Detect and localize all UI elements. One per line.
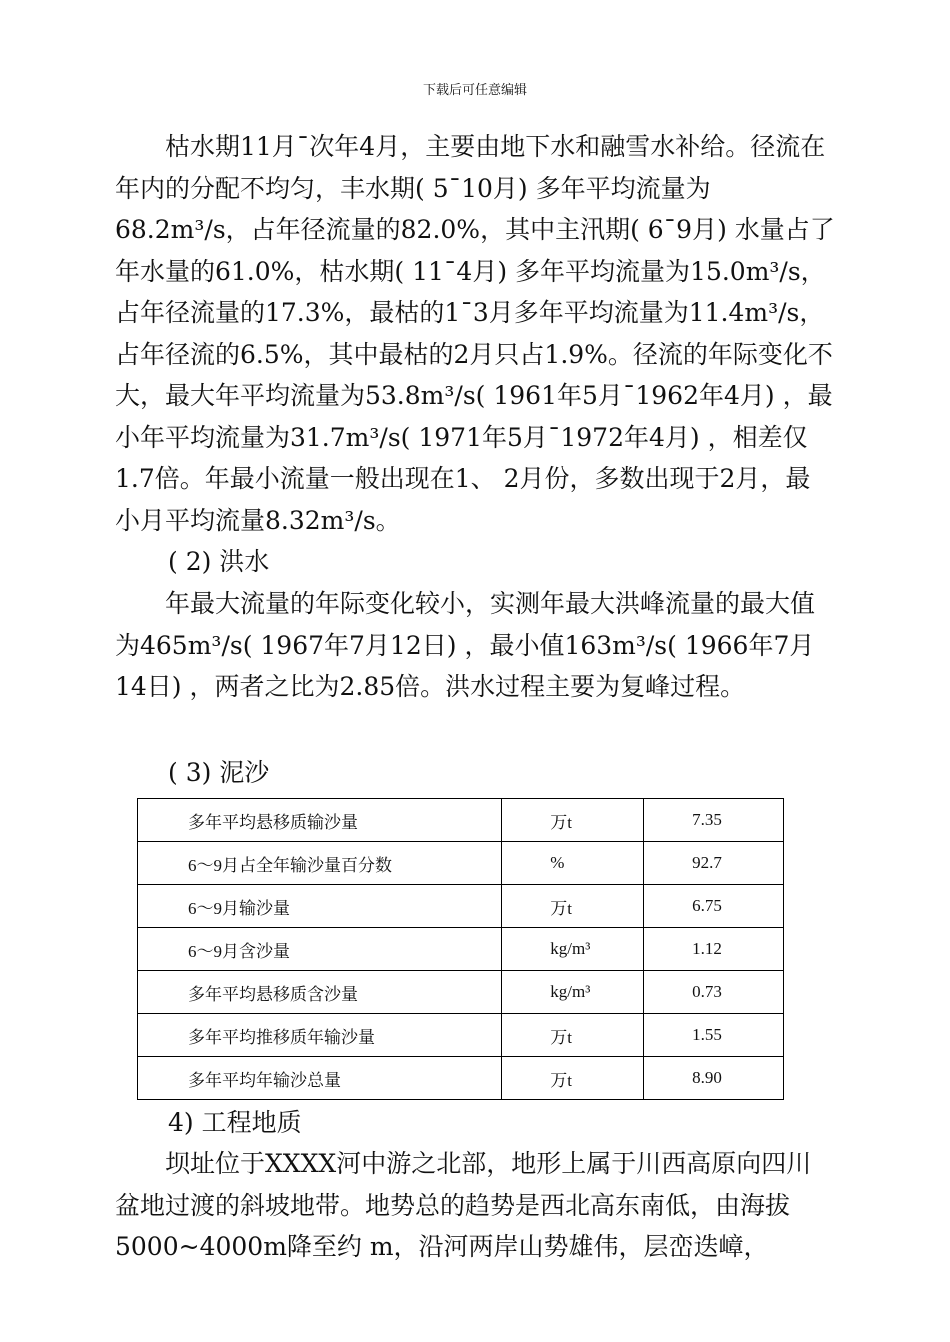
table-row: [138, 928, 784, 971]
unit-cell: %: [502, 842, 644, 885]
table-row: [138, 1057, 784, 1100]
heading-geology: 4) 工程地质: [168, 1108, 302, 1137]
table-row: [138, 971, 784, 1014]
item-cell: 6～9月占全年输沙量百分数: [138, 842, 502, 885]
unit-cell: kg/m³: [502, 971, 644, 1014]
value-cell: 1.55: [644, 1014, 784, 1057]
value-cell: 92.7: [644, 842, 784, 885]
paragraph-flood: 年最大流量的年际变化较小，实测年最大洪峰流量的最大值为465m³/s( 1967年7月12日) ，最小值163m³/s( 1966年7月14日) ，两者之比为2.85倍。洪水过程主要为复峰过程。: [115, 589, 816, 701]
unit-cell: 万t: [502, 799, 644, 842]
page-header: 下载后可任意编辑: [422, 83, 527, 98]
paragraph-runoff: 枯水期11月¯次年4月，主要由地下水和融雪水补给。径流在年内的分配不均匀，丰水期( 5¯10月) 多年平均流量为68.2m³/s，占年径流量的82.0%，其中主汛期( 6¯9月) 水量占了年水量的61.0%，枯水期( 11¯4月) 多年平均流量为15.0m³/s，占年径流量的17.3%，最枯的1¯3月多年平均流量为11.4m³/s，占年径流的6.5%，其中最枯的2月只占1.9%。径流的年际变化不大，最大年平均流量为53.8m³/s( 1961年5月¯1962年4月) ，最小年平均流量为31.7m³/s( 1971年5月¯1972年4月) ，相差仅1.7倍。年最小流量一般出现在1、 2月份，多数出现于2月，最小月平均流量8.32m³/s。: [115, 132, 835, 535]
item-cell: 多年平均年输沙总量: [138, 1057, 502, 1100]
heading-sediment: ( 3) 泥沙: [168, 758, 270, 787]
item-cell: 6～9月含沙量: [138, 928, 502, 971]
unit-cell: 万t: [502, 1057, 644, 1100]
geology-paragraph: [115, 1143, 835, 1268]
item-cell: 多年平均悬移质含沙量: [138, 971, 502, 1014]
table-row: [138, 799, 784, 842]
unit-cell: 万t: [502, 1014, 644, 1057]
unit-cell: 万t: [502, 885, 644, 928]
item-cell: 多年平均悬移质输沙量: [138, 799, 502, 842]
runoff-paragraph: [115, 126, 835, 541]
table-row: [138, 885, 784, 928]
item-cell: 6～9月输沙量: [138, 885, 502, 928]
value-cell: 8.90: [644, 1057, 784, 1100]
value-cell: 0.73: [644, 971, 784, 1014]
value-cell: 1.12: [644, 928, 784, 971]
table-row: [138, 842, 784, 885]
heading-flood: ( 2) 洪水: [168, 547, 270, 576]
unit-cell: kg/m³: [502, 928, 644, 971]
value-cell: 6.75: [644, 885, 784, 928]
paragraph-geology: 坝址位于XXXX河中游之北部，地形上属于川西高原向四川盆地过渡的斜坡地带。地势总的趋势是西北高东南低，由海拔5000~4000m降至约 m，沿河两岸山势雄伟，层峦迭嶂，: [115, 1149, 812, 1261]
value-cell: 7.35: [644, 799, 784, 842]
flood-paragraph: [115, 583, 835, 708]
item-cell: 多年平均推移质年输沙量: [138, 1014, 502, 1057]
sediment-table: [137, 798, 784, 1100]
table-row: [138, 1014, 784, 1057]
